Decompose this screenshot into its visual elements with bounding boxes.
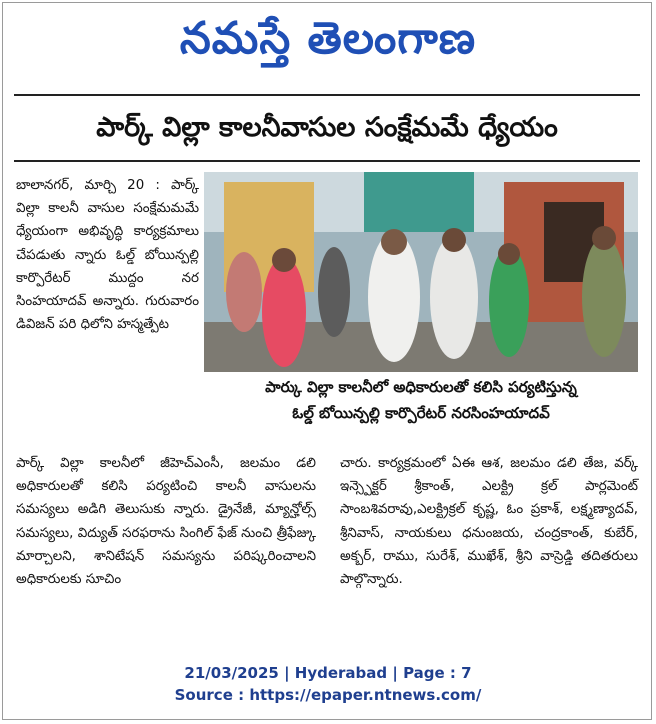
article-headline: పార్క్ విల్లా కాలనీవాసుల సంక్షేమమే ధ్యేయం	[96, 112, 558, 143]
caption-line-1: పార్కు విల్లా కాలనీలో అధికారులతో కలిసి పర్యటిస్తున్న	[265, 378, 577, 396]
photo-caption	[204, 374, 638, 436]
article-body-right-column	[340, 452, 638, 644]
article-intro-column	[16, 174, 199, 456]
headline-rule-top	[14, 94, 640, 96]
article-body-left-column	[16, 452, 316, 644]
footer-source-line: Source : https://epaper.ntnews.com/	[174, 686, 482, 704]
article-body-right-text: చారు. కార్యక్రమంలో ఏఈ ఆశ, జలమం డలి తేజ, వర్క్ ఇన్స్పెక్టర్ శ్రీకాంత్, ఎలక్ట్రి క్రల్ పార్లమెంట్ సాంబశివరావు,ఎలక్ట్రిక్రల్ కృష్ణ, ఓం ప్రకాశ్, లక్ష్మణ్యాదవ్, శ్రీనివాస్, నాయకులు ధనుంజయ, చంద్రకాంత్, కుబేర్, అక్బర్, రాము, సురేశ్, ముఖేశ్, శ్రీని వాస్రెడ్డి తదితరులు పాల్గొన్నారు.	[340, 456, 638, 588]
newspaper-masthead: నమస్తే తెలంగాణ	[179, 13, 477, 64]
article-intro-text: బాలానగర్, మార్చి 20 : పార్క్ విల్లా కాలనీ వాసుల సంక్షేమమమే ధ్యేయంగా అభివృద్ధి కార్యక్రమాలు చేపడుతు న్నారు ఓల్డ్ బోయిన్పల్లి కార్పొరేటర్ ముద్దం నర సింహయాదవ్ అన్నారు. గురువారం డివిజన్ పరి ధిలోని హస్మత్పేట	[16, 178, 199, 333]
article-photo	[204, 172, 638, 372]
caption-line-2: ఓల్డ్ బోయిన్పల్లి కార్పొరేటర్ నరసింహయాదవ్	[292, 404, 550, 422]
headline-rule-bottom	[14, 160, 640, 162]
article-body-left-text: పార్క్ విల్లా కాలనీలో జీహెచ్ఎంసీ, జలమం డలి అధికారులతో కలిసి పర్యటించి కాలనీ వాసులను సమస్యలు అడిగి తెలుసుకు న్నారు. డ్రైనేజీ, మ్యాన్హోల్స్ సమస్యలు, విద్యుత్ సరఫరాను సింగిల్ ఫేజ్ నుంచి త్రీఫేజ్కు మార్చాలని, శానిటేషన్ సమస్యను పరిష్కరించాలని అధికారులకు సూచిం	[16, 456, 316, 588]
footer-date-line: 21/03/2025 | Hyderabad | Page : 7	[184, 664, 472, 682]
